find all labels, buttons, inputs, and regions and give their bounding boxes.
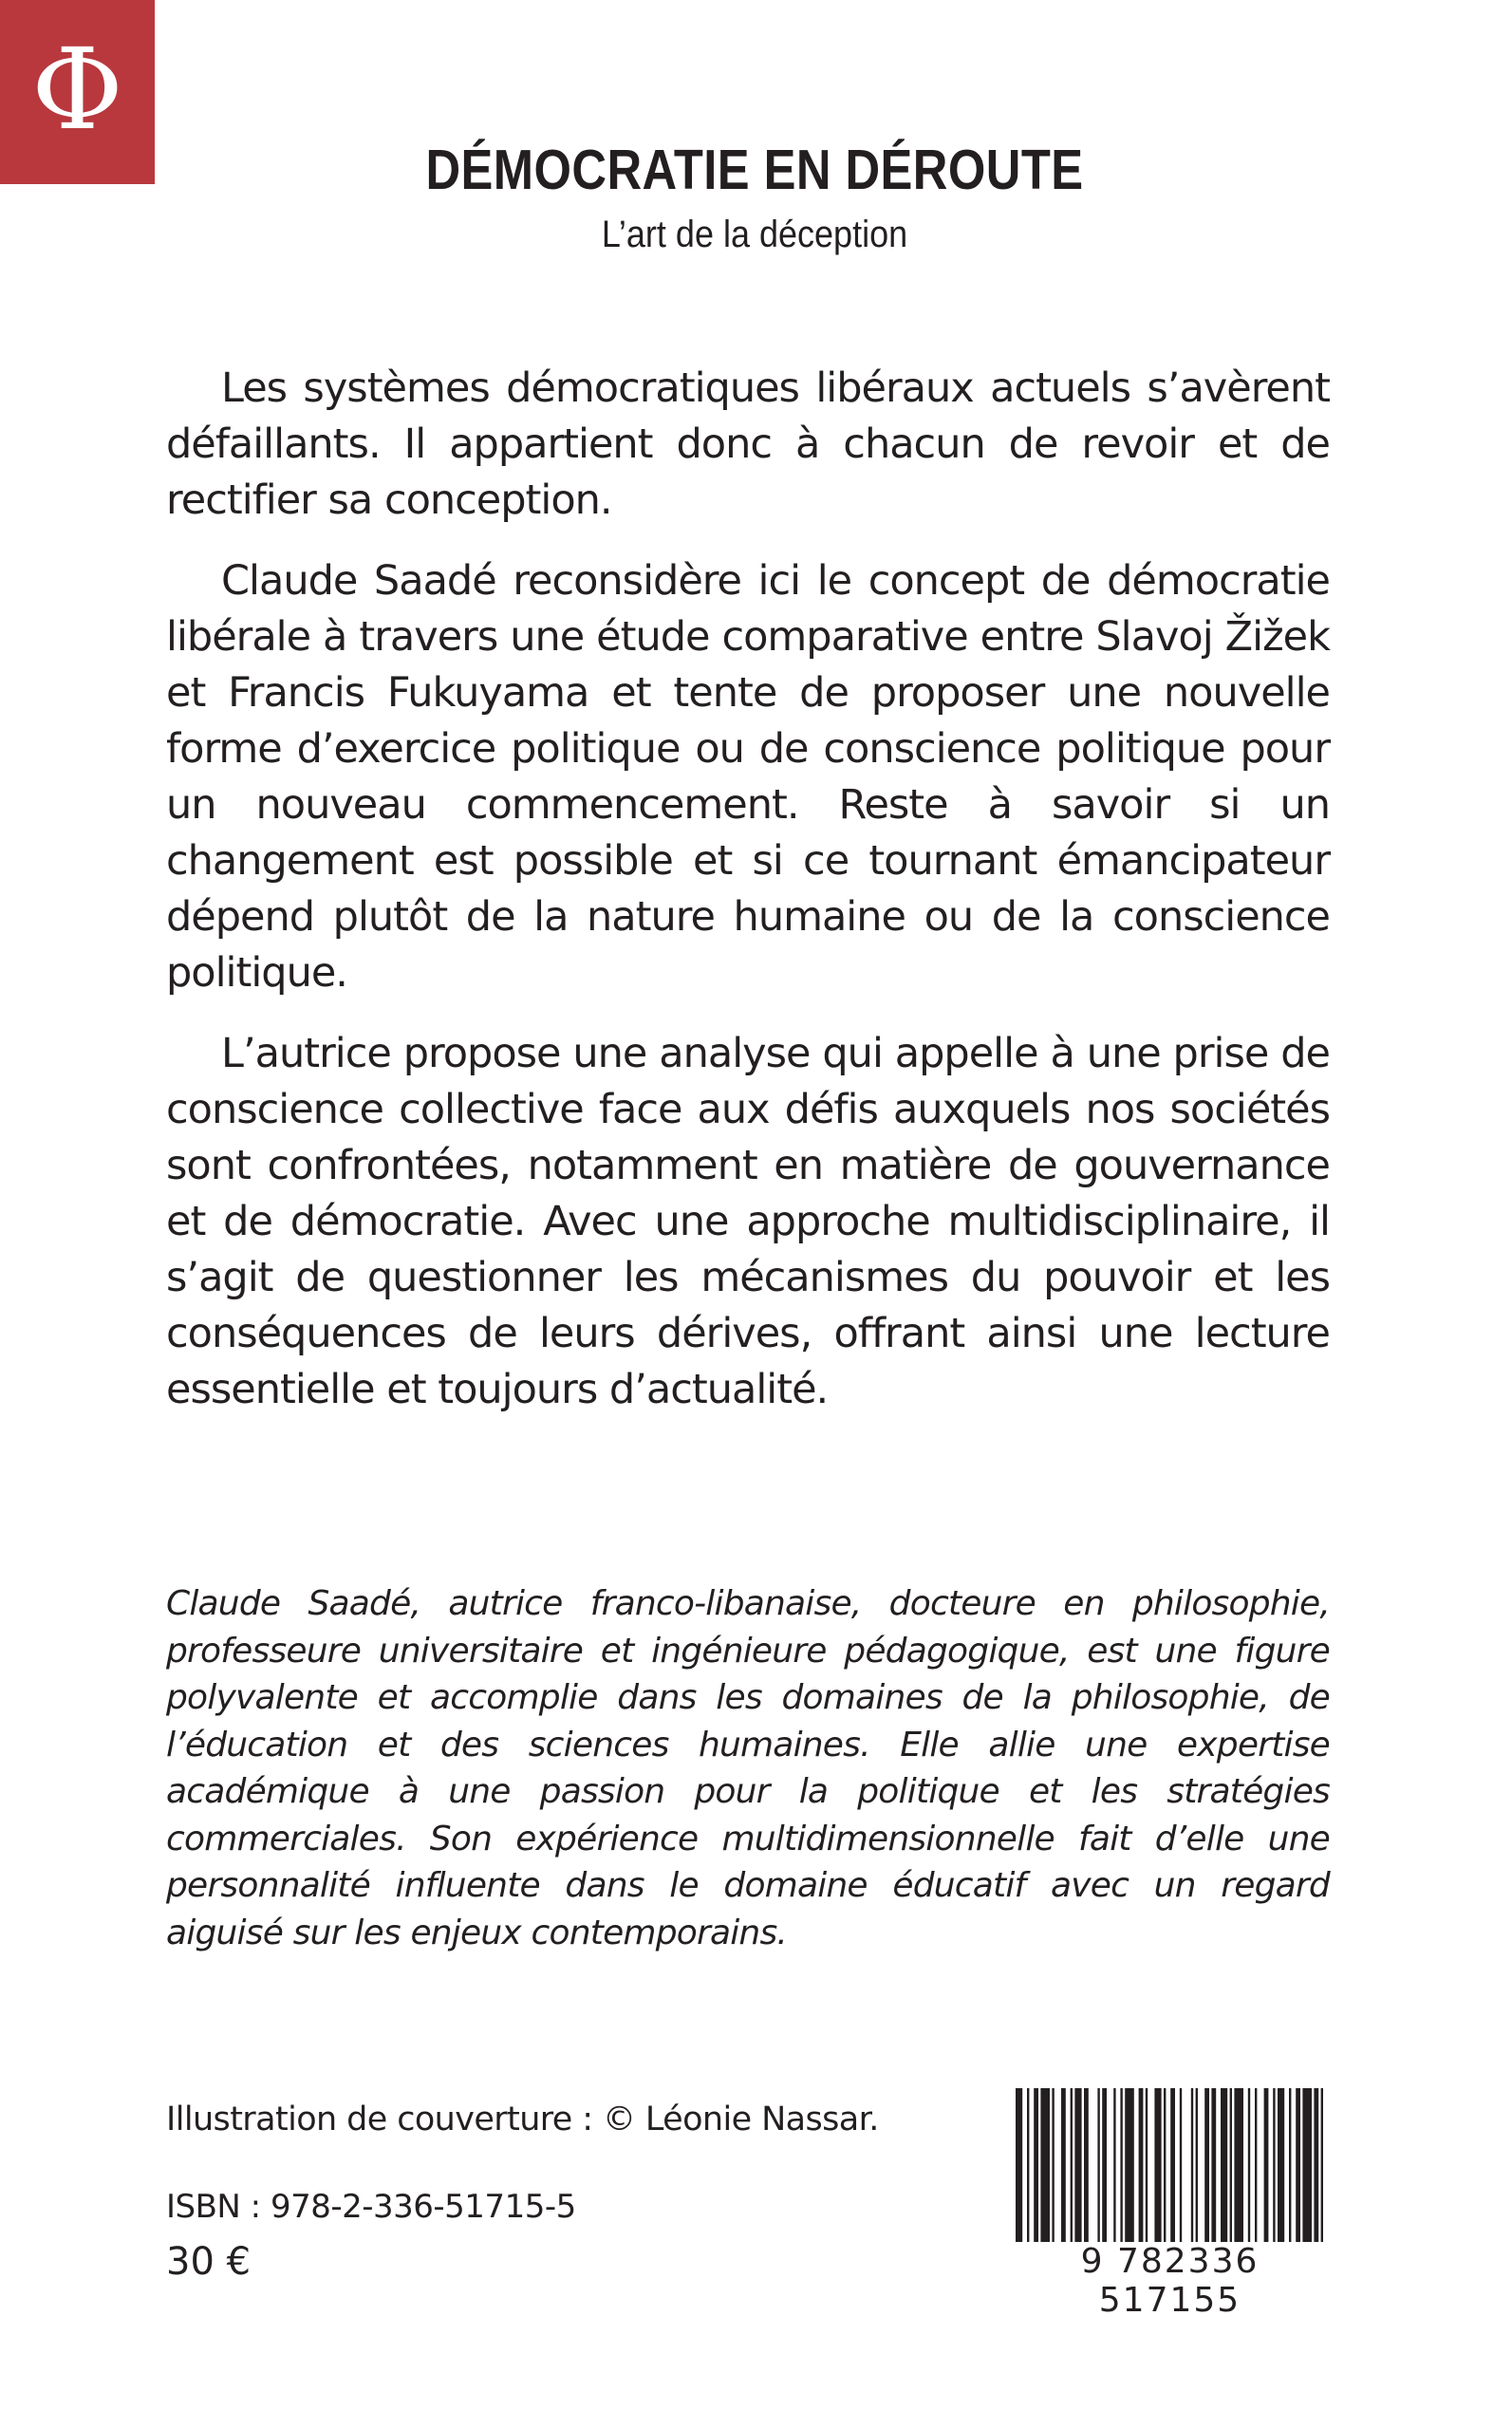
- barcode-bar: [1154, 2088, 1161, 2245]
- barcode-bar: [1234, 2088, 1243, 2245]
- blurb-paragraph: Les systèmes démocratiques libéraux actuels s’avèrent défaillants. Il appartient donc à chacun de revoir et de rectifier sa conception.: [166, 364, 1330, 524]
- cover-illustration-credit: Illustration de couverture : © Léonie Nassar.: [166, 2101, 879, 2138]
- barcode-bar: [1146, 2088, 1148, 2245]
- barcode-bar: [1084, 2088, 1089, 2245]
- barcode-bar: [1071, 2088, 1073, 2245]
- author-bio-text: , autrice franco-libanaise, docteure en philosophie, professeure universitaire et ingénieure pédagogique, est une figure polyvalente et accomplie dans les domaines de la philosophie, de l’éducation et des sciences humaines. Elle allie une expertise académique à une passion pour la politique et les stratégies commerciales. Son expérience multidimensionnelle fait d’elle une personnalité influente dans le domaine éducatif avec un regard aiguisé sur les enjeux contemporains.: [166, 1584, 1330, 1952]
- barcode-bar: [1034, 2088, 1038, 2245]
- barcode-bar: [1139, 2088, 1144, 2245]
- barcode-bar: [1016, 2088, 1022, 2245]
- barcode-bar: [1120, 2088, 1122, 2245]
- barcode-bar: [1113, 2088, 1115, 2245]
- book-subtitle: L’art de la déception: [601, 214, 908, 255]
- book-blurb: [166, 361, 1330, 1443]
- barcode-bar: [1164, 2088, 1166, 2245]
- barcode-bar: [1296, 2088, 1300, 2245]
- barcode-bar: [1221, 2088, 1227, 2245]
- barcode-digits: 9 782336 517155: [1006, 2242, 1334, 2320]
- barcode-bar: [1264, 2088, 1269, 2245]
- barcode-bar: [1321, 2088, 1323, 2245]
- barcode-bar: [1278, 2088, 1284, 2245]
- barcode-bar: [1211, 2088, 1216, 2245]
- author-name: Claude Saadé: [166, 1584, 411, 1623]
- barcode-bar: [1027, 2088, 1029, 2245]
- barcode-bar: [1302, 2088, 1312, 2245]
- barcode-bar: [1314, 2088, 1318, 2245]
- barcode-bar: [1170, 2088, 1175, 2245]
- barcode-bar: [1061, 2088, 1066, 2245]
- barcode-bar: [1180, 2088, 1182, 2245]
- blurb-paragraph: L’autrice propose une analyse qui appelle à une prise de conscience collective face aux défis auxquels nos sociétés sont confrontées, notamment en matière de gouvernance et de démocratie. Avec une approche multidisciplinaire, il s’agit de questionner les mécanismes du pouvoir et les conséquences de leurs dérives, offrant ainsi une lecture essentielle et toujours d’actualité.: [166, 1030, 1330, 1413]
- barcode-bar: [1273, 2088, 1275, 2245]
- publisher-logo: [0, 0, 155, 184]
- barcode-bar: [1191, 2088, 1193, 2245]
- barcode-bar: [1125, 2088, 1134, 2245]
- barcode-bar: [1052, 2088, 1054, 2245]
- barcode-bar: [1040, 2088, 1050, 2245]
- barcode-bar: [1289, 2088, 1291, 2245]
- price: 30 €: [166, 2240, 252, 2284]
- barcode-bar: [1074, 2088, 1081, 2245]
- barcode-bar: [1196, 2088, 1198, 2245]
- barcode-bar: [1230, 2088, 1232, 2245]
- book-title: DÉMOCRATIE EN DÉROUTE: [425, 139, 1084, 201]
- blurb-paragraph: Claude Saadé reconsidère ici le concept de démocratie libérale à travers une étude comparative entre Slavoj Žižek et Francis Fukuyama et tente de proposer une nouvelle forme d’exercice politique ou de conscience politique pour un nouveau commencement. Reste à savoir si un changement est possible et si ce tournant émancipateur dépend plutôt de la nature humaine ou de la conscience politique.: [166, 557, 1330, 997]
- phi-logo-icon: Φ: [31, 24, 123, 155]
- isbn: ISBN : 978-2-336-51715-5: [166, 2188, 576, 2226]
- barcode-bar: [1097, 2088, 1099, 2245]
- barcode-bar: [1255, 2088, 1257, 2245]
- author-bio: [166, 1580, 1330, 1956]
- barcode-bar: [1102, 2088, 1107, 2245]
- barcode-bar: [1248, 2088, 1250, 2245]
- barcode-bar: [1204, 2088, 1209, 2245]
